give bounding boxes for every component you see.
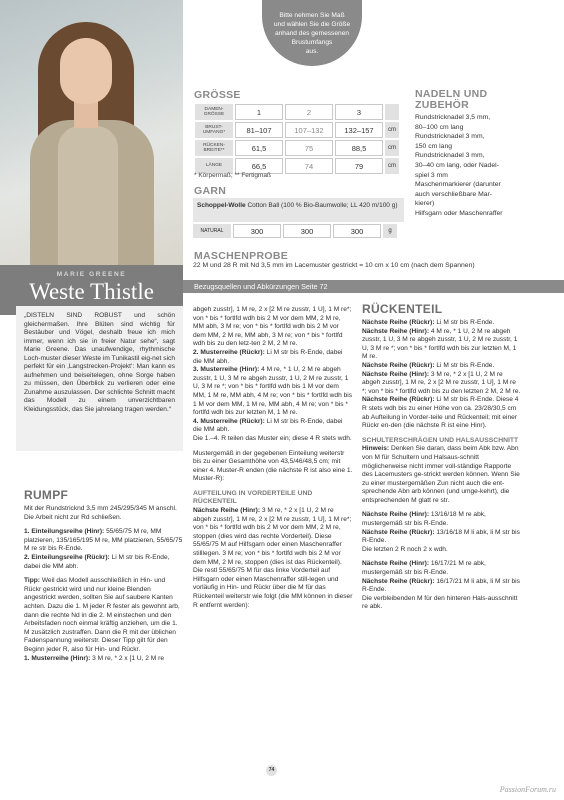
step-label: 2. Einteilungsreihe (Rückr): [24, 553, 110, 561]
paragraph: Die verbleibenden M für den hinteren Hals-ausschnitt re abk. [362, 594, 518, 611]
step-text: 4 M re, * 1 U, 2 M re abgeh zusstr, 1 U, 3 M re abgeh zusstr, 1 U, 2 M re zusstr, 1 U, 3 M re *; von * bis * fortlfd wdh bis zur letzten M, 1 M re. [362, 327, 518, 361]
table-cell: 1 [235, 104, 283, 120]
list-item: 30–40 cm lang, oder Nadel- [415, 161, 499, 169]
step-label: 1. Einteilungsreihe (Hinr): [24, 528, 105, 536]
yarn-description [193, 198, 404, 222]
paragraph: abgeh zusstr], 1 M re, 2 x [2 M re zusstr, 1 U], 1 M re*; von * bis * fortlfd wdh bis 2 M vor dem MM, 2 M re, MM abh, 3 M re; von * bis * fortlfd wdh bis 2 M vor dem MM, 2 M re, MM abh, 3 M re; von * bis * fortlfd wdh bis zu den letz-ten 2 M, 2 M re. [193, 306, 352, 348]
step-text: Li M str bis R-Ende. [434, 361, 495, 369]
list-item: 80–100 cm lang [415, 123, 464, 131]
step-text: 55/65/75 M re, MM platzieren, 135/165/195 M re, MM platzieren, 55/65/75 M re str bis R-Ende. [24, 528, 183, 553]
step-label: 1. Musterreihe (Hinr): [24, 654, 91, 662]
list-item: Rundstricknadel 3 mm, [415, 152, 485, 160]
step-text: 13/16/18 M li abk, li M str bis R-Ende. [362, 528, 520, 545]
step-label: 2. Musterreihe (Rückr): [193, 348, 265, 356]
row-label: LÄNGE [195, 158, 233, 174]
unit-cell [385, 104, 399, 120]
gauge-heading: MASCHENPROBE [194, 250, 289, 262]
heading-line: NADELN UND [415, 88, 488, 100]
step-text: Li M str bis R-Ende, dabei die MM abh. [193, 348, 343, 365]
badge-line: aus. [305, 48, 319, 55]
tip-text: Weil das Modell ausschließlich in Hin- und Rückr gestrickt wird und nur kleine Blenden angestrickt werden, sollten Sie auf saubere Kanten achten. Dazu die 1. M jeder R fester als gewohnt arb, dann die rechte Nd in die 2. M einstechen und den Arbeitsfaden noch einmal kräftig anziehen, um die 1. M zusätzlich zustraffen. Dann die R mit der üblichen Fadenspannung weiterstr. Dieser Tipp gilt für den Beginn jeder R, also für Hin- und Rückr. [24, 577, 180, 653]
list-item: Hilfsgarn oder Maschenraffer [415, 209, 503, 217]
step-label: Nächste Reihe (Rückr): [362, 396, 435, 404]
list-item: kierer) [415, 200, 435, 208]
table-cell: 2 [285, 104, 333, 120]
step-label: Nächste Reihe (Hinr): [362, 327, 430, 335]
table-cell: 61,5 [235, 140, 283, 156]
step-text: 16/17/21 M re abk, mustergemäß str bis R-Ende. [362, 560, 486, 577]
unit-cell: cm [385, 158, 399, 174]
paragraph: Die 1.–4. R teilen das Muster ein; diese 4 R stets wdh. [193, 434, 352, 442]
needles-list [415, 113, 560, 219]
step-label: Nächste Reihe (Hinr): [362, 560, 430, 568]
table-row [195, 104, 399, 120]
step-label: Nächste Reihe (Hinr): [193, 507, 261, 515]
paragraph: Mit der Rundstricknd 3,5 mm 245/295/345 M anschl. [24, 505, 177, 512]
badge-line: Bitte nehmen Sie Maß [279, 12, 345, 19]
table-row [195, 122, 399, 138]
step-text: 4 M re, * 1 U, 2 M re abgeh zusstr, 1 U, 3 M re abgeh zusstr, 1 U, 2 M re zusstr, 1 U, 3 M re *; von * bis * fortlfd wdh bis 1 M vor dem MM, 1 M re, MM abh, 4 M re; von * bis * fortlfd wdh bis 1 M vor dem MM, 1 M re, MM abh, 4 M re; von * bis * fortlfd wdh bis zur letzten M, 1 M re. [193, 366, 353, 417]
table-cell: 88,5 [335, 140, 383, 156]
step-text: Li M str bis R-Ende, dabei die MM abh. [24, 553, 170, 570]
badge-line: und wählen Sie die Größe [273, 21, 351, 28]
intro-box: „DISTELN SIND ROBUST und schön gleichermaßen. Ihre Blüten sind wichtig für Bestäuber und Vögel, deshalb freue ich mich immer, wenn ich sie in freier Natur sehe“, sagt Marie Greene. Das unaufwendige, rhythmische Loch-muster dieser Weste im Tunikastil eig-net sich perfekt für ein ‚Langstrecken-Projekt‘: Man kann es aufnehmen und beiseitelegen, ohne Sorge haben zu müssen, den Überblick zu verlieren oder eine Zunahme auszulassen. Der schlichte Schnitt macht das Modell zu einem unverzichtbaren Kleidungsstück, das Sie jahrelang tragen werden.“ [16, 306, 183, 451]
step-text: 3 M re, * 2 x [1 U, 2 M re abgeh zusstr], 1 M re, 2 x [2 M re zusstr, 1 U], 1 M re *; von * bis * fortlfd wdh bis zu den letzten 2 M, 2 M re. [362, 370, 521, 395]
table-cell: 132–157 [335, 122, 383, 138]
column-pattern [193, 306, 353, 616]
list-item: 150 cm lang [415, 142, 453, 150]
list-item: auch verschließbare Mar- [415, 190, 493, 198]
subsection-heading: AUFTEILUNG IN VORDERTEILE UND RÜCKENTEIL [193, 489, 313, 506]
model-photo [0, 0, 183, 265]
size-hint-badge [262, 0, 362, 66]
column-rumpf [24, 505, 184, 669]
step-text: 3 M re, * 2 x [1 U, 2 M re [90, 654, 164, 662]
list-item: Rundstricknadel 3,5 mm, [415, 114, 491, 121]
table-cell: 79 [335, 158, 383, 174]
step-label: Nächste Reihe (Rückr): [362, 361, 435, 369]
yarn-amount-row [193, 224, 397, 238]
watermark: PassionForum.ru [499, 785, 556, 794]
badge-line: Brustumfangs [291, 39, 333, 46]
yarn-color-label: NATURAL [193, 224, 231, 238]
table-cell: 75 [285, 140, 333, 156]
yarn-heading: GARN [194, 185, 227, 197]
table-cell: 300 [283, 224, 331, 238]
yarn-brand: Schoppel-Wolle [197, 202, 246, 209]
row-label: DAMEN-GRÖSSE [195, 104, 233, 120]
step-label: 3. Musterreihe (Hinr): [193, 366, 260, 374]
list-item: Rundstricknadel 3 mm, [415, 133, 485, 141]
table-row [195, 140, 399, 156]
unit-cell: g [383, 224, 397, 238]
table-cell: 74 [285, 158, 333, 174]
sizes-heading: GRÖSSE [194, 89, 241, 101]
step-text: 3 M re, * 2 x [1 U, 2 M re abgeh zusstr], 1 M re, 2 x [2 M re zusstr, 1 U], 1 M re*; von * bis * fortlfd wdh bis 2 M vor dem MM, 2 M re, stoppen (dies wird das rechte Vorderteil). Diese 55/65/75 M auf Hilfsgarn oder einen Maschenraffer stilllegen. 3 M re; von * bis * fortlfd wdh bis 2 M vor dem MM, 2 M re, stoppen (dies ist das Rückenteil). Die restl 55/65/75 M für das linke Vorderteil auf Hilfsgarn oder einen Maschenraffer still-legen und vorläufig in Hin- und Rückr über die M für das Rückenteil weiterstr wie folgt (die MM können in dieser R entfernt werden): [193, 507, 353, 609]
list-item: Maschenmarkierer (darunter [415, 181, 501, 189]
sizes-table [193, 102, 401, 176]
needles-heading [415, 89, 487, 111]
heading-line: ZUBEHÖR [415, 99, 470, 111]
step-label: Nächste Reihe (Rückr): [362, 577, 435, 585]
unit-cell: cm [385, 140, 399, 156]
unit-cell: cm [385, 122, 399, 138]
page-title: Weste Thistle [29, 279, 154, 304]
table-cell: 81–107 [235, 122, 283, 138]
table-cell: 300 [233, 224, 281, 238]
table-cell: 300 [333, 224, 381, 238]
step-text: Li M str bis R-Ende. Diese 4 R stets wdh bis zu einer Höhe von ca. 23/28/30,5 cm ab Aufteilung in Vorder-teile und Rückenteil; mit einer Rückr en-den (die nächste R ist eine Hinr). [362, 396, 519, 430]
step-text: 13/16/18 M re abk, mustergemäß str bis R-Ende. [362, 511, 486, 528]
row-label: RÜCKEN-BREITE** [195, 140, 233, 156]
step-text: Li M str bis R-Ende, dabei die MM abh. [193, 417, 343, 434]
step-label: Nächste Reihe (Hinr): [362, 511, 430, 519]
paragraph: Die letzten 2 R noch 2 x wdh. [362, 545, 448, 553]
hint-text: Denken Sie daran, dass beim Abk bzw. Abn von M für Schultern und Halsaus-schnitt möglicherweise nicht immer voll-ständige Rapporte des Lacemusters ge-strickt werden können. Wenn Sie zu einer mustergemäßen Zun nicht auch die ent-sprechende Abn arb können (und umge-kehrt), die entsprechenden M glatt re str. [362, 445, 520, 504]
step-label: Nächste Reihe (Hinr): [362, 370, 430, 378]
list-item: spiel 3 mm [415, 171, 448, 179]
table-cell: 66,5 [235, 158, 283, 174]
yarn-details: Cotton Ball (100 % Bio-Baumwolle; LL 420 m/100 g) [245, 202, 398, 209]
hint-label: Hinweis: [362, 445, 390, 453]
badge-line: anhand des gemessenen [274, 30, 350, 37]
table-cell: 107–132 [285, 122, 333, 138]
table-cell: 3 [335, 104, 383, 120]
sizes-footnote: * Körpermaß; ** Fertigmaß [194, 172, 271, 179]
paragraph: Mustergemäß in der gegebenen Einteilung weiterstr bis zu einer Gesamthöhe von 43,5/46/48,5 cm; mit einer 4. Muster-R enden (die nächste R ist also eine 1. Muster-R): [193, 449, 353, 483]
step-text: 16/17/21 M li abk, li M str bis R-Ende. [362, 577, 520, 594]
section-heading-rumpf: RUMPF [24, 488, 69, 502]
section-heading-rueckenteil: RÜCKENTEIL [362, 302, 443, 316]
gauge-text: 22 M und 28 R mit Nd 3,5 mm im Lacemuster gestrickt = 10 cm x 10 cm (nach dem Spannen) [193, 262, 475, 269]
sources-bar: Bezugsquellen und Abkürzungen Seite 72 [183, 280, 564, 293]
step-label: 4. Musterreihe (Rückr): [193, 417, 265, 425]
tip-label: Tipp: [24, 577, 40, 585]
step-label: Nächste Reihe (Rückr): [362, 319, 435, 326]
paragraph: Die Arbeit nicht zur Rd schließen. [24, 513, 122, 521]
page-number: 74 [266, 765, 277, 776]
column-back [362, 319, 522, 618]
row-label: BRUST-UMFANG* [195, 122, 233, 138]
step-label: Nächste Reihe (Rückr): [362, 528, 435, 536]
author-name: MARIE GREENE [56, 271, 127, 278]
subsection-heading: SCHULTERSCHRÄGEN UND HALSAUSSCHNITT [362, 436, 519, 444]
step-text: Li M str bis R-Ende. [434, 319, 495, 326]
